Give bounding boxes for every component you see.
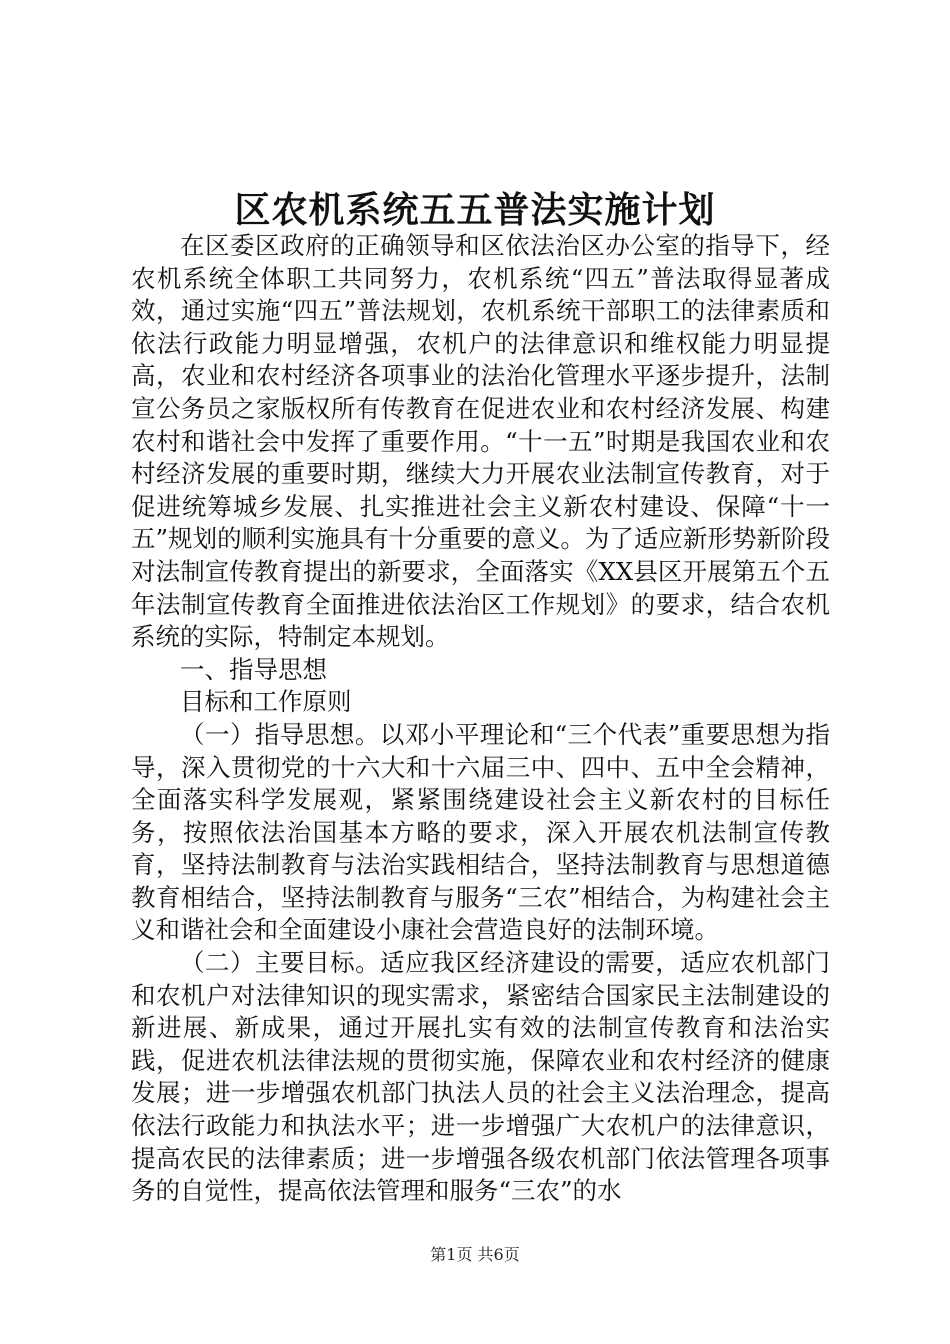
page-number: 第1页 共6页 [430, 1245, 520, 1264]
section-heading-1: 一、指导思想 [180, 654, 327, 684]
paragraph-guiding-thought: （一）指导思想。以邓小平理论和“三个代表”重要思想为指导，深入贯彻党的十六大和十六届三中、四中、五中全会精神，全面落实科学发展观，紧紧围绕建设社会主义新农村的目标任务，按照依法治国基本方略的要求，深入开展农机法制宣传教育，坚持法制教育与法治实践相结合，坚持法制教育与思想道德教育相结合，坚持法制教育与服务“三农”相结合，为构建社会主义和谐社会和全面建设小康社会营造良好的法制环境。 [131, 719, 830, 945]
paragraph-intro: 在区委区政府的正确领导和区依法治区办公室的指导下，经农机系统全体职工共同努力，农机系统“四五”普法取得显著成效，通过实施“四五”普法规划，农机系统干部职工的法律素质和依法行政能力明显增强，农机户的法律意识和维权能力明显提高，农业和农村经济各项事业的法治化管理水平逐步提升，法制宣公务员之家版权所有传教育在促进农业和农村经济发展、构建农村和谐社会中发挥了重要作用。“十一五”时期是我国农业和农村经济发展的重要时期，继续大力开展农业法制宣传教育，对于促进统筹城乡发展、扎实推进社会主义新农村建设、保障“十一五”规划的顺利实施具有十分重要的意义。为了适应新形势新阶段对法制宣传教育提出的新要求，全面落实《XX县区开展第五个五年法制宣传教育全面推进依法治区工作规划》的要求，结合农机系统的实际，特制定本规划。 [131, 231, 830, 652]
paragraph-main-goals: （二）主要目标。适应我区经济建设的需要，适应农机部门和农机户对法律知识的现实需求，紧密结合国家民主法制建设的新进展、新成果，通过开展扎实有效的法制宣传教育和法治实践，促进农机法律法规的贯彻实施，保障农业和农村经济的健康发展；进一步增强农机部门执法人员的社会主义法治理念，提高依法行政能力和执法水平；进一步增强广大农机户的法律意识，提高农民的法律素质；进一步增强各级农机部门依法管理各项事务的自觉性，提高依法管理和服务“三农”的水 [131, 948, 830, 1206]
document-body [131, 230, 830, 1208]
section-subheading: 目标和工作原则 [180, 687, 352, 717]
document-title: 区农机系统五五普法实施计划 [234, 190, 716, 231]
